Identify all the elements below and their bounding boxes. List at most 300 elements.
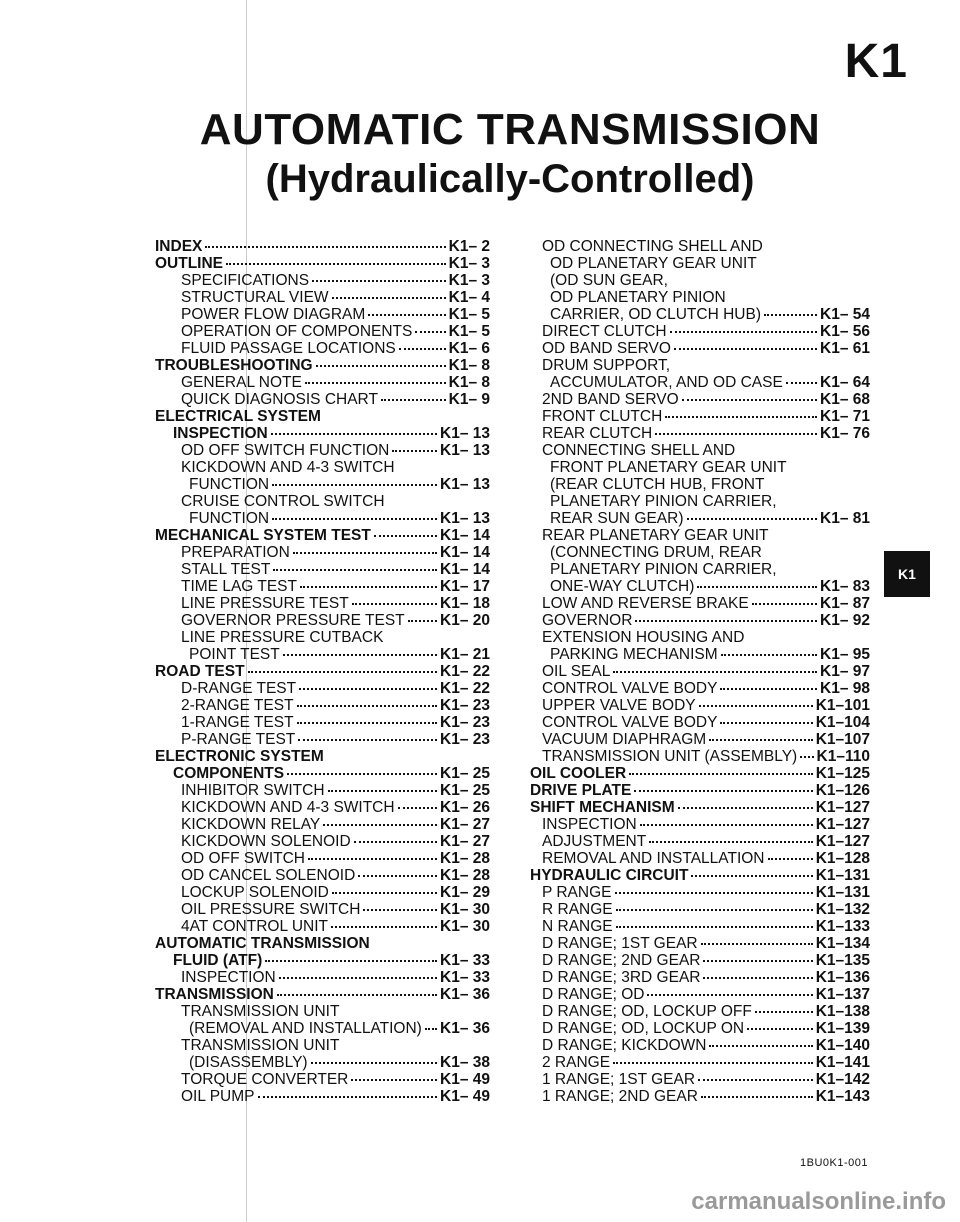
toc-entry-page: K1–125 <box>815 765 870 782</box>
toc-entry[interactable] <box>155 952 490 969</box>
toc-entry[interactable] <box>155 527 490 544</box>
toc-entry-label: DRIVE PLATE <box>530 782 632 799</box>
toc-entry <box>155 1003 490 1020</box>
toc-entry-page: K1– 38 <box>440 1054 490 1071</box>
toc-entry-page: K1–138 <box>815 1003 870 1020</box>
toc-entry-page: K1–107 <box>815 731 870 748</box>
toc-entry-label: CONNECTING SHELL AND <box>542 442 736 459</box>
toc-entry-page: K1– 26 <box>440 799 490 816</box>
toc-entry-label: POWER FLOW DIAGRAM <box>181 306 366 323</box>
toc-dot-leader <box>312 280 446 282</box>
toc-dot-leader <box>351 1079 437 1081</box>
toc-entry[interactable] <box>530 1071 870 1088</box>
toc-entry[interactable] <box>530 663 870 680</box>
toc-entry-label: CARRIER, OD CLUTCH HUB) <box>550 306 761 323</box>
toc-entry <box>530 629 870 646</box>
toc-entry[interactable] <box>530 1088 870 1105</box>
toc-entry[interactable] <box>155 731 490 748</box>
toc-entry-label: OD PLANETARY GEAR UNIT <box>550 255 757 272</box>
toc-entry[interactable] <box>155 918 490 935</box>
toc-entry <box>155 935 490 952</box>
toc-entry-page: K1–126 <box>815 782 870 799</box>
toc-entry[interactable] <box>530 1020 870 1037</box>
toc-entry[interactable] <box>155 323 490 340</box>
toc-entry-label: TRANSMISSION UNIT <box>181 1003 340 1020</box>
toc-entry[interactable] <box>530 612 870 629</box>
toc-entry-page: K1– 21 <box>440 646 490 663</box>
toc-dot-leader <box>616 909 813 911</box>
toc-dot-leader <box>272 484 437 486</box>
toc-entry-label: TRANSMISSION <box>155 986 274 1003</box>
toc-entry-label: FLUID (ATF) <box>173 952 263 969</box>
toc-entry-page: K1– 30 <box>440 901 490 918</box>
toc-dot-leader <box>649 841 813 843</box>
toc-entry-label: CONTROL VALVE BODY <box>542 680 718 697</box>
toc-entry[interactable] <box>155 765 490 782</box>
toc-entry-page: K1– 14 <box>440 527 490 544</box>
figure-code: 1BU0K1-001 <box>800 1157 868 1169</box>
toc-dot-leader <box>640 824 813 826</box>
toc-entry[interactable] <box>530 799 870 816</box>
toc-entry-label: GENERAL NOTE <box>181 374 302 391</box>
toc-dot-leader <box>374 535 437 537</box>
toc-entry-label: DRUM SUPPORT, <box>542 357 671 374</box>
toc-entry[interactable] <box>155 578 490 595</box>
toc-dot-leader <box>720 722 812 724</box>
toc-dot-leader <box>613 1062 813 1064</box>
toc-dot-leader <box>613 671 817 673</box>
toc-entry[interactable] <box>155 357 490 374</box>
section-tab-marker[interactable]: K1 <box>884 551 930 597</box>
toc-entry-label: AUTOMATIC TRANSMISSION <box>155 935 370 952</box>
toc-entry-label: GOVERNOR <box>542 612 633 629</box>
toc-entry-page: K1–104 <box>815 714 870 731</box>
toc-entry[interactable] <box>155 425 490 442</box>
toc-entry[interactable] <box>155 510 490 527</box>
toc-entry[interactable] <box>530 952 870 969</box>
toc-entry-page: K1–127 <box>815 799 870 816</box>
toc-entry-page: K1– 5 <box>448 306 490 323</box>
toc-entry-page: K1–140 <box>815 1037 870 1054</box>
toc-entry[interactable] <box>155 816 490 833</box>
toc-dot-leader <box>629 773 813 775</box>
toc-entry <box>155 629 490 646</box>
toc-entry[interactable] <box>155 1088 490 1105</box>
toc-entry-page: K1–137 <box>815 986 870 1003</box>
toc-entry-label: POINT TEST <box>189 646 280 663</box>
toc-dot-leader <box>363 909 437 911</box>
toc-dot-leader <box>279 977 437 979</box>
toc-entry[interactable] <box>530 765 870 782</box>
toc-entry-label: OIL PRESSURE SWITCH <box>181 901 361 918</box>
toc-entry[interactable] <box>155 986 490 1003</box>
toc-entry-page: K1– 97 <box>820 663 870 680</box>
toc-entry-page: K1–135 <box>815 952 870 969</box>
toc-dot-leader <box>786 382 817 384</box>
toc-entry-label: COMPONENTS <box>173 765 285 782</box>
toc-entry-page: K1– 33 <box>440 952 490 969</box>
toc-entry[interactable] <box>155 289 490 306</box>
toc-entry-label: OD OFF SWITCH FUNCTION <box>181 442 390 459</box>
toc-entry-page: K1–101 <box>815 697 870 714</box>
toc-dot-leader <box>425 1028 437 1030</box>
toc-entry-page: K1– 8 <box>448 374 490 391</box>
toc-entry-page: K1– 36 <box>440 1020 490 1037</box>
toc-entry-label: PLANETARY PINION CARRIER, <box>550 493 777 510</box>
toc-entry-label: TORQUE CONVERTER <box>181 1071 349 1088</box>
toc-entry-label: ROAD TEST <box>155 663 245 680</box>
toc-dot-leader <box>703 977 812 979</box>
toc-entry-label: D RANGE; OD <box>542 986 645 1003</box>
toc-dot-leader <box>755 1011 813 1013</box>
toc-entry-page: K1– 71 <box>820 408 870 425</box>
toc-dot-leader <box>265 960 437 962</box>
toc-entry-page: K1–141 <box>815 1054 870 1071</box>
toc-entry[interactable] <box>155 595 490 612</box>
toc-entry[interactable] <box>155 391 490 408</box>
toc-entry-page: K1– 76 <box>820 425 870 442</box>
toc-entry[interactable] <box>530 986 870 1003</box>
toc-dot-leader <box>665 416 817 418</box>
toc-entry-label: D RANGE; 3RD GEAR <box>542 969 701 986</box>
toc-entry-label: ELECTRICAL SYSTEM <box>155 408 321 425</box>
toc-entry-label: INSPECTION <box>181 969 276 986</box>
toc-entry-label: D RANGE; 1ST GEAR <box>542 935 698 952</box>
toc-entry-label: D RANGE; OD, LOCKUP ON <box>542 1020 745 1037</box>
toc-entry-page: K1– 49 <box>440 1088 490 1105</box>
toc-entry[interactable] <box>530 782 870 799</box>
toc-entry-label: LINE PRESSURE TEST <box>181 595 349 612</box>
toc-entry-page: K1– 36 <box>440 986 490 1003</box>
toc-entry-page: K1–131 <box>815 867 870 884</box>
toc-entry[interactable] <box>530 816 870 833</box>
toc-dot-leader <box>399 348 446 350</box>
toc-entry-label: OIL PUMP <box>181 1088 255 1105</box>
toc-entry[interactable] <box>155 1054 490 1071</box>
toc-dot-leader <box>647 994 812 996</box>
toc-entry-page: K1– 20 <box>440 612 490 629</box>
toc-entry[interactable] <box>155 680 490 697</box>
toc-dot-leader <box>800 756 813 758</box>
toc-entry-label: STRUCTURAL VIEW <box>181 289 329 306</box>
toc-entry-label: UPPER VALVE BODY <box>542 697 696 714</box>
toc-entry[interactable] <box>155 442 490 459</box>
toc-entry-label: INHIBITOR SWITCH <box>181 782 325 799</box>
toc-entry[interactable] <box>530 425 870 442</box>
toc-entry-label: P-RANGE TEST <box>181 731 296 748</box>
toc-entry-page: K1– 81 <box>820 510 870 527</box>
toc-entry[interactable] <box>155 306 490 323</box>
toc-entry-label: OD PLANETARY PINION <box>550 289 726 306</box>
toc-entry-page: K1–139 <box>815 1020 870 1037</box>
toc-entry[interactable] <box>155 663 490 680</box>
toc-entry-label: OIL COOLER <box>530 765 627 782</box>
toc-entry-label: D RANGE; 2ND GEAR <box>542 952 701 969</box>
toc-entry <box>155 1037 490 1054</box>
toc-entry-label: LINE PRESSURE CUTBACK <box>181 629 384 646</box>
toc-dot-leader <box>634 790 812 792</box>
toc-entry-page: K1–127 <box>815 833 870 850</box>
toc-entry[interactable] <box>530 510 870 527</box>
toc-entry <box>155 493 490 510</box>
toc-entry-label: REAR PLANETARY GEAR UNIT <box>542 527 769 544</box>
toc-entry[interactable] <box>155 1071 490 1088</box>
toc-dot-leader <box>674 348 817 350</box>
toc-entry-label: DIRECT CLUTCH <box>542 323 667 340</box>
toc-entry[interactable] <box>155 561 490 578</box>
toc-entry-label: KICKDOWN AND 4-3 SWITCH <box>181 459 395 476</box>
toc-entry-label: FUNCTION <box>189 476 270 493</box>
toc-dot-leader <box>332 892 437 894</box>
toc-entry <box>530 476 870 493</box>
toc-entry-page: K1– 6 <box>448 340 490 357</box>
toc-entry-page: K1–127 <box>815 816 870 833</box>
toc-dot-leader <box>358 875 437 877</box>
toc-entry[interactable] <box>530 595 870 612</box>
toc-entry-label: VACUUM DIAPHRAGM <box>542 731 707 748</box>
toc-entry-label: ONE-WAY CLUTCH) <box>550 578 695 595</box>
toc-entry-page: K1– 29 <box>440 884 490 901</box>
toc-entry <box>530 527 870 544</box>
toc-entry[interactable] <box>530 969 870 986</box>
toc-entry[interactable] <box>530 867 870 884</box>
toc-entry-page: K1– 5 <box>448 323 490 340</box>
toc-entry-page: K1– 28 <box>440 867 490 884</box>
toc-entry-label: INSPECTION <box>173 425 268 442</box>
toc-dot-leader <box>297 722 437 724</box>
toc-entry-page: K1– 27 <box>440 816 490 833</box>
toc-entry-page: K1– 28 <box>440 850 490 867</box>
watermark: carmanualsonline.info <box>691 1188 946 1215</box>
toc-entry[interactable] <box>530 340 870 357</box>
toc-entry[interactable] <box>530 697 870 714</box>
toc-entry-page: K1– 87 <box>820 595 870 612</box>
toc-entry-label: 2-RANGE TEST <box>181 697 294 714</box>
toc-dot-leader <box>670 331 817 333</box>
toc-dot-leader <box>381 399 446 401</box>
toc-entry <box>530 561 870 578</box>
toc-entry-label: 2ND BAND SERVO <box>542 391 679 408</box>
toc-dot-leader <box>701 943 813 945</box>
toc-entry[interactable] <box>155 697 490 714</box>
toc-entry-label: 1 RANGE; 1ST GEAR <box>542 1071 696 1088</box>
toc-entry-label: FRONT CLUTCH <box>542 408 663 425</box>
toc-entry-page: K1–131 <box>815 884 870 901</box>
toc-entry-label: FUNCTION <box>189 510 270 527</box>
toc-entry[interactable] <box>155 612 490 629</box>
toc-entry[interactable] <box>155 272 490 289</box>
toc-dot-leader <box>305 382 446 384</box>
toc-dot-leader <box>300 586 437 588</box>
toc-entry-page: K1– 33 <box>440 969 490 986</box>
toc-entry-label: SPECIFICATIONS <box>181 272 310 289</box>
toc-entry[interactable] <box>155 255 490 272</box>
toc-entry[interactable] <box>155 884 490 901</box>
toc-dot-leader <box>616 926 813 928</box>
toc-dot-leader <box>635 620 817 622</box>
toc-entry[interactable] <box>155 901 490 918</box>
toc-entry[interactable] <box>530 578 870 595</box>
toc-entry-page: K1–134 <box>815 935 870 952</box>
toc-dot-leader <box>316 365 446 367</box>
toc-entry[interactable] <box>530 408 870 425</box>
toc-entry[interactable] <box>530 391 870 408</box>
toc-dot-leader <box>271 433 437 435</box>
toc-dot-leader <box>764 314 817 316</box>
toc-entry-label: LOCKUP SOLENOID <box>181 884 329 901</box>
toc-entry[interactable] <box>155 850 490 867</box>
toc-dot-leader <box>682 399 817 401</box>
toc-entry-page: K1–128 <box>815 850 870 867</box>
toc-entry-page: K1– 68 <box>820 391 870 408</box>
toc-entry[interactable] <box>155 646 490 663</box>
toc-dot-leader <box>323 824 437 826</box>
toc-entry-page: K1– 14 <box>440 561 490 578</box>
toc-entry-page: K1– 13 <box>440 442 490 459</box>
toc-entry <box>530 493 870 510</box>
toc-dot-leader <box>298 739 437 741</box>
toc-entry-page: K1– 25 <box>440 782 490 799</box>
toc-entry-label: REMOVAL AND INSTALLATION <box>542 850 765 867</box>
toc-entry-label: P RANGE <box>542 884 612 901</box>
toc-entry-page: K1– 83 <box>820 578 870 595</box>
toc-entry-page: K1–132 <box>815 901 870 918</box>
toc-dot-leader <box>691 875 812 877</box>
toc-entry[interactable] <box>155 1020 490 1037</box>
toc-entry-label: KICKDOWN AND 4-3 SWITCH <box>181 799 395 816</box>
toc-dot-leader <box>368 314 445 316</box>
toc-dot-leader <box>205 246 445 248</box>
toc-dot-leader <box>392 450 437 452</box>
toc-entry[interactable] <box>155 714 490 731</box>
toc-dot-leader <box>687 518 818 520</box>
toc-entry[interactable] <box>155 799 490 816</box>
toc-dot-leader <box>311 1062 437 1064</box>
toc-entry-label: LOW AND REVERSE BRAKE <box>542 595 749 612</box>
toc-entry-label: EXTENSION HOUSING AND <box>542 629 745 646</box>
toc-entry-page: K1– 22 <box>440 663 490 680</box>
toc-entry-page: K1–136 <box>815 969 870 986</box>
toc-entry-label: CONTROL VALVE BODY <box>542 714 718 731</box>
toc-entry-page: K1– 25 <box>440 765 490 782</box>
toc-dot-leader <box>226 263 446 265</box>
toc-entry-label: PARKING MECHANISM <box>550 646 718 663</box>
toc-entry-label: KICKDOWN RELAY <box>181 816 321 833</box>
toc-dot-leader <box>331 926 437 928</box>
page-title: AUTOMATIC TRANSMISSION <box>199 105 821 154</box>
toc-entry[interactable] <box>530 884 870 901</box>
toc-dot-leader <box>272 518 437 520</box>
toc-entry-page: K1– 18 <box>440 595 490 612</box>
toc-entry[interactable] <box>530 680 870 697</box>
toc-entry[interactable] <box>155 782 490 799</box>
toc-entry[interactable] <box>530 323 870 340</box>
toc-entry[interactable] <box>530 306 870 323</box>
toc-entry-label: TIME LAG TEST <box>181 578 297 595</box>
toc-entry[interactable] <box>530 374 870 391</box>
toc-entry-label: FRONT PLANETARY GEAR UNIT <box>550 459 787 476</box>
toc-entry-label: OD BAND SERVO <box>542 340 671 357</box>
toc-entry-label: INSPECTION <box>542 816 637 833</box>
toc-entry-page: K1– 49 <box>440 1071 490 1088</box>
toc-entry-label: FLUID PASSAGE LOCATIONS <box>181 340 396 357</box>
toc-entry <box>155 459 490 476</box>
toc-entry-page: K1– 9 <box>448 391 490 408</box>
toc-entry[interactable] <box>530 935 870 952</box>
toc-entry-label: (OD SUN GEAR, <box>550 272 668 289</box>
toc-entry-page: K1–143 <box>815 1088 870 1105</box>
toc-dot-leader <box>308 858 437 860</box>
toc-entry[interactable] <box>530 714 870 731</box>
toc-dot-leader <box>293 552 437 554</box>
toc-dot-leader <box>615 892 813 894</box>
toc-entry-label: ACCUMULATOR, AND OD CASE <box>550 374 783 391</box>
toc-entry-page: K1– 17 <box>440 578 490 595</box>
toc-entry[interactable] <box>155 867 490 884</box>
toc-dot-leader <box>352 603 437 605</box>
toc-entry-label: PLANETARY PINION CARRIER, <box>550 561 777 578</box>
toc-entry[interactable] <box>530 1054 870 1071</box>
toc-entry-label: R RANGE <box>542 901 613 918</box>
toc-entry[interactable] <box>530 833 870 850</box>
toc-dot-leader <box>747 1028 813 1030</box>
toc-entry <box>530 272 870 289</box>
toc-entry[interactable] <box>530 1003 870 1020</box>
toc-entry-page: K1– 2 <box>448 238 490 255</box>
toc-entry-label: OIL SEAL <box>542 663 611 680</box>
toc-entry[interactable] <box>530 901 870 918</box>
toc-entry[interactable] <box>155 238 490 255</box>
toc-entry-label: (REMOVAL AND INSTALLATION) <box>189 1020 422 1037</box>
toc-entry[interactable] <box>155 476 490 493</box>
toc-entry[interactable] <box>530 646 870 663</box>
toc-entry[interactable] <box>530 731 870 748</box>
toc-entry[interactable] <box>530 748 870 765</box>
toc-entry-page: K1–133 <box>815 918 870 935</box>
toc-entry-page: K1– 3 <box>448 255 490 272</box>
toc-entry-label: OD CANCEL SOLENOID <box>181 867 356 884</box>
toc-dot-leader <box>720 688 817 690</box>
toc-entry-label: 2 RANGE <box>542 1054 611 1071</box>
toc-entry-page: K1–110 <box>816 748 870 765</box>
toc-dot-leader <box>297 705 437 707</box>
toc-entry[interactable] <box>155 340 490 357</box>
toc-entry-label: TRANSMISSION UNIT <box>181 1037 340 1054</box>
toc-entry[interactable] <box>530 1037 870 1054</box>
toc-dot-leader <box>398 807 437 809</box>
toc-left-column <box>155 238 490 1105</box>
toc-entry-label: OPERATION OF COMPONENTS <box>181 323 413 340</box>
toc-entry[interactable] <box>530 918 870 935</box>
toc-entry[interactable] <box>530 850 870 867</box>
toc-entry-label: MECHANICAL SYSTEM TEST <box>155 527 371 544</box>
toc-dot-leader <box>768 858 813 860</box>
toc-entry-label: D RANGE; OD, LOCKUP OFF <box>542 1003 752 1020</box>
toc-entry-page: K1– 61 <box>820 340 870 357</box>
toc-entry-label: OD OFF SWITCH <box>181 850 305 867</box>
toc-entry-label: REAR CLUTCH <box>542 425 653 442</box>
toc-entry[interactable] <box>155 969 490 986</box>
toc-entry[interactable] <box>155 544 490 561</box>
toc-entry[interactable] <box>155 374 490 391</box>
toc-entry[interactable] <box>155 833 490 850</box>
toc-entry-page: K1– 56 <box>820 323 870 340</box>
toc-entry-label: (DISASSEMBLY) <box>189 1054 308 1071</box>
toc-entry-page: K1– 30 <box>440 918 490 935</box>
toc-dot-leader <box>415 331 445 333</box>
toc-entry <box>530 442 870 459</box>
toc-entry <box>155 408 490 425</box>
